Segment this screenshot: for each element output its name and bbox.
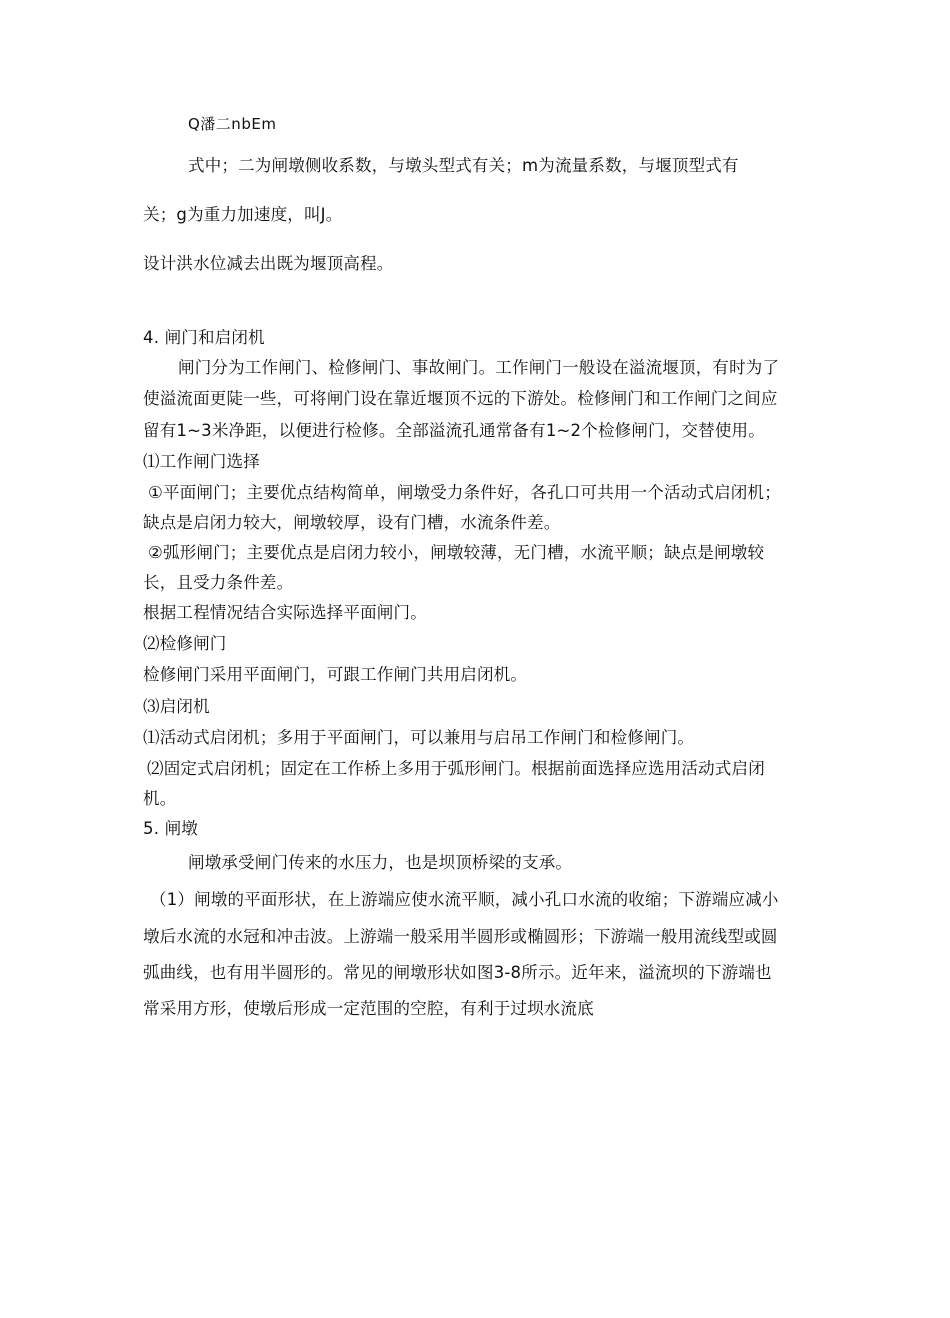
paragraph-line: 缺点是启闭力较大，闸墩较厚，设有门槽，水流条件差。 xyxy=(143,513,561,532)
paragraph-line: 检修闸门采用平面闸门，可跟工作闸门共用启闭机。 xyxy=(143,665,528,684)
subsection-heading: ⑴工作闸门选择 xyxy=(143,452,260,471)
paragraph-line: 闸门分为工作闸门、检修闸门、事故闸门。工作闸门一般设在溢流堰顶，有时为了 xyxy=(178,358,780,377)
paragraph-line: ②弧形闸门；主要优点是启闭力较小，闸墩较薄，无门槽，水流平顺；缺点是闸墩较 xyxy=(148,543,765,562)
paragraph-line: 长，且受力条件差。 xyxy=(143,573,294,592)
paragraph-line: 常采用方形，使墩后形成一定范围的空腔，有利于过坝水流底 xyxy=(143,999,594,1018)
paragraph-line: ⑴活动式启闭机；多用于平面闸门，可以兼用与启吊工作闸门和检修闸门。 xyxy=(143,728,695,747)
paragraph-line: 墩后水流的水冠和冲击波。上游端一般采用半圆形或椭圆形；下游端一般用流线型或圆 xyxy=(143,927,778,946)
section-heading: 4. 闸门和启闭机 xyxy=(143,328,265,347)
paragraph-line: 关；g为重力加速度，叫J。 xyxy=(143,205,343,224)
paragraph-line: ①平面闸门；主要优点结构简单，闸墩受力条件好，各孔口可共用一个活动式启闭机； xyxy=(148,483,781,502)
paragraph-line: 根据工程情况结合实际选择平面闸门。 xyxy=(143,603,427,622)
paragraph-line: 留有1~3米净距，以便进行检修。全部溢流孔通常备有1~2个检修闸门，交替使用。 xyxy=(143,421,765,440)
subsection-heading: ⑵检修闸门 xyxy=(143,634,227,653)
paragraph-line: ⑵固定式启闭机；固定在工作桥上多用于弧形闸门。根据前面选择应选用活动式启闭 xyxy=(147,759,765,778)
paragraph-line: 闸墩承受闸门传来的水压力，也是坝顶桥梁的支承。 xyxy=(188,853,573,872)
paragraph-line: （1）闸墩的平面形状，在上游端应使水流平顺，减小孔口水流的收缩；下游端应减小 xyxy=(150,890,779,909)
formula-line: Q潘二nbEm xyxy=(188,115,277,133)
subsection-heading: ⑶启闭机 xyxy=(143,697,210,716)
paragraph-line: 设计洪水位减去出既为堰顶高程。 xyxy=(143,254,394,273)
section-heading: 5. 闸墩 xyxy=(143,819,198,838)
paragraph-line: 使溢流面更陡一些，可将闸门设在靠近堰顶不远的下游处。检修闸门和工作闸门之间应 xyxy=(143,389,778,408)
paragraph-line: 弧曲线，也有用半圆形的。常见的闸墩形状如图3-8所示。近年来，溢流坝的下游端也 xyxy=(143,963,772,982)
paragraph-line: 机。 xyxy=(143,789,177,808)
paragraph-line: 式中；二为闸墩侧收系数，与墩头型式有关；m为流量系数，与堰顶型式有 xyxy=(188,156,739,175)
